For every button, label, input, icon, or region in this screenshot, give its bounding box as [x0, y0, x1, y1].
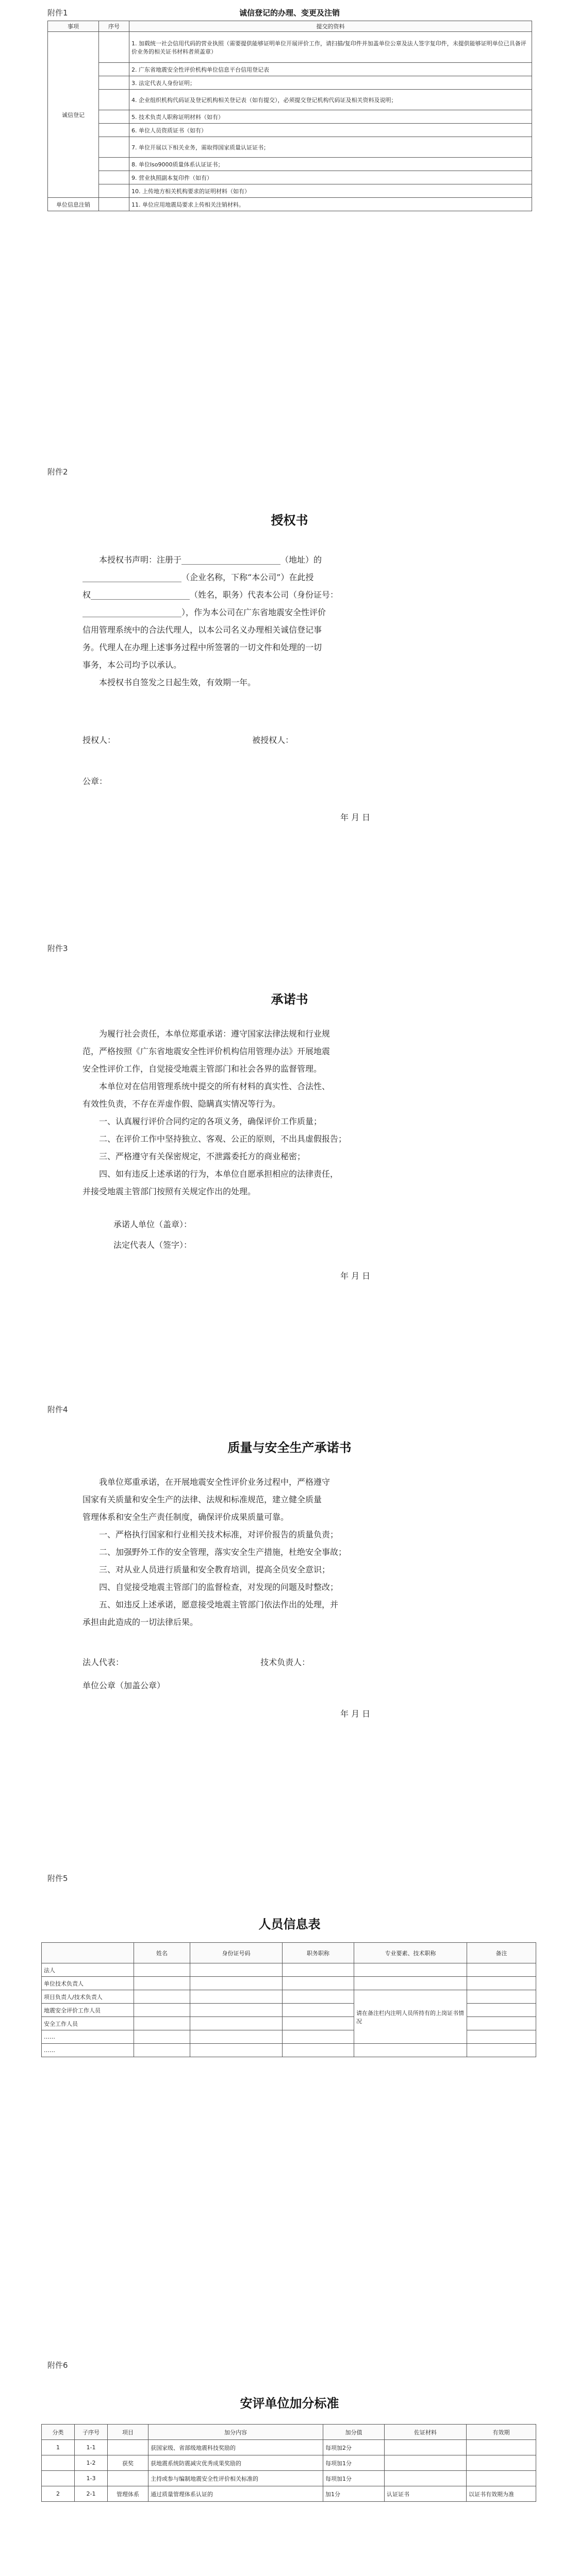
- col-header: 佐证材料: [385, 2425, 467, 2440]
- attachment-5-label: 附件5: [47, 1874, 68, 1883]
- table-cell: 2. 广东省地震安全性评价机构单位信息平台信用登记表: [129, 63, 532, 76]
- attachment-4-title: 质量与安全生产承诺书: [227, 1440, 352, 1455]
- col-header: 身份证号码: [190, 1943, 283, 1963]
- remark-cell: 请在备注栏内注明人员所持有的上岗证书情况: [354, 1990, 467, 2044]
- table-cell: 1. 加载统一社会信用代码的营业执照（需要提供能够证明单位开展评价工作，请扫描/复印件并加盖单位公章及法人签字复印件，未提供能够证明单位已具备评价业务的相关证书材料者须盖章）: [129, 32, 532, 63]
- table-cell: 5. 技术负责人职称证明材料（如有）: [129, 110, 532, 124]
- col-header: 姓名: [134, 1943, 190, 1963]
- table-cell: 11. 单位应用地震局要求上传相关注销材料。: [129, 198, 532, 211]
- commitment-body: 为履行社会责任，本单位郑重承诺：遵守国家法律法规和行业规 范，严格按照《广东省地震安全性评价机构信用管理办法》开展地震 安全性评价工作，自觉接受地震主管部门和社会各界的监督管理。 本单位对在信用管理系统中提交的所有材料的真实性、合法性、 有效性负责，不存在弄虚作假、隐瞒真实情况等行为。 一、认真履行评价合同约定的各项义务，确保评价工作质量； 二、在评价工作中坚持独立、客观、公正的原则，不出具虚假报告； 三、严格遵守有关保密规定，不泄露委托方的商业秘密； 四、如有违反上述承诺的行为，本单位自愿承担相应的法律责任， 并接受地震主管部门按照有关规定作出的处理。: [82, 1029, 347, 1196]
- signature-label: 技术负责人：: [260, 1657, 310, 1667]
- col-header: 分类: [42, 2425, 75, 2440]
- table-cell: 诚信登记: [48, 32, 99, 198]
- signature-label: 授权人：: [82, 735, 116, 745]
- col-header: 备注: [467, 1943, 536, 1963]
- attachment-2-label: 附件2: [47, 467, 68, 477]
- col-header: 子序号: [75, 2425, 108, 2440]
- row-label: 安全工作人员: [42, 2017, 134, 2030]
- col-header: 事项: [48, 21, 99, 32]
- col-header: 专业要素、技术职称: [354, 1943, 467, 1963]
- table-cell: 8. 单位lso9000质量体系认证证书；: [129, 158, 532, 171]
- col-header: 加分值: [323, 2425, 385, 2440]
- table-row: 2 2-1 管理体系 通过质量管理体系认证的 加1分 认证证书 以证书有效期为准: [42, 2486, 536, 2502]
- row-label: 地震安全评价工作人员: [42, 2004, 134, 2017]
- table-cell: 9. 营业执照副本复印件（如有）: [129, 171, 532, 184]
- signature-label: 承诺人单位（盖章）：: [113, 1219, 192, 1229]
- attachment-5-title: 人员信息表: [258, 1917, 321, 1931]
- attachment-3-title: 承诺书: [271, 992, 308, 1007]
- table-cell: 6. 单位人员资质证书（如有）: [129, 124, 532, 137]
- col-header: 提交的资料: [129, 21, 532, 32]
- table-cell: 3. 法定代表人身份证明；: [129, 76, 532, 90]
- table-cell: 7. 单位开展以下相关业务，需取得国家质量认证证书；: [129, 137, 532, 158]
- col-header: [42, 1943, 134, 1963]
- col-header: 序号: [99, 21, 129, 32]
- table-row: 1-3 主持或参与编制地震安全性评价相关标准的 每项加1分: [42, 2471, 536, 2486]
- personnel-table: [41, 1942, 536, 2057]
- signature-label: 被授权人：: [252, 735, 294, 745]
- col-header: 有效期: [467, 2425, 536, 2440]
- table-row: 1 1-1 获国家级、省部级地震科技奖励的 每项加2分: [42, 2440, 536, 2455]
- seal-label: 公章：: [82, 776, 108, 786]
- authorization-body: 本授权书声明：注册于________________________（地址）的 ________________________（企业名称，下称“本公司”）在此授 权________________________（姓名，职务）代表本公司（身份证号： ________________________），作为本公司在广东省地震安全性评价 信用管理系统中的合法代理人，以本公司名义办理相关诚信登记事 务。代理人在办理上述事务过程中所签署的一切文件和处理的一切 事务，本公司均予以承认。 本授权书自签发之日起生效，有效期一年。: [82, 555, 339, 687]
- row-label: 项目负责人/技术负责人: [42, 1990, 134, 2004]
- table-cell: 单位信息注销: [48, 198, 99, 211]
- attachment-1-label: 附件1: [47, 8, 68, 18]
- attachment-6-label: 附件6: [47, 2361, 68, 2370]
- signature-label: 法定代表人（签字）：: [113, 1240, 192, 1250]
- row-label: 法人: [42, 1963, 134, 1977]
- attachment-4-label: 附件4: [47, 1405, 68, 1414]
- quality-commitment-body: 我单位郑重承诺，在开展地震安全性评价业务过程中，严格遵守 国家有关质量和安全生产的法律、法规和标准规范，建立健全质量 管理体系和安全生产责任制度，确保评价成果质量可靠。 一、严格执行国家和行业相关技术标准，对评价报告的质量负责； 二、加强野外工作的安全管理，落实安全生产措施，杜绝安全事故； 三、对从业人员进行质量和安全教育培训，提高全员安全意识； 四、自觉接受地震主管部门的监督检查，对发现的问题及时整改； 五、如违反上述承诺，愿意接受地震主管部门依法作出的处理，并 承担由此造成的一切法律后果。: [82, 1477, 347, 1627]
- attachment-1-title: 诚信登记的办理、变更及注销: [239, 8, 340, 18]
- table-cell: 4. 企业组织机构代码证及登记机构相关登记表（如有提交），必须提交登记机构代码证及相关资料及说明；: [129, 90, 532, 110]
- col-header: 加分内容: [148, 2425, 323, 2440]
- row-label: 单位技术负责人: [42, 1977, 134, 1990]
- date-line: 年 月 日: [340, 812, 371, 822]
- bonus-table: [41, 2424, 536, 2502]
- col-header: 项目: [108, 2425, 148, 2440]
- registration-table: [47, 21, 532, 211]
- table-cell: 10. 上传地方相关机构要求的证明材料（如有）: [129, 184, 532, 198]
- date-line: 年 月 日: [340, 1709, 371, 1719]
- signature-label: 法人代表：: [82, 1657, 124, 1667]
- attachment-2-title: 授权书: [271, 513, 308, 528]
- col-header: 职务职称: [283, 1943, 354, 1963]
- date-line: 年 月 日: [340, 1271, 371, 1281]
- seal-label: 单位公章（加盖公章）: [82, 1681, 166, 1690]
- table-row: 1-2 获奖 获地震系统防震减灾优秀成果奖励的 每项加1分: [42, 2455, 536, 2471]
- attachment-6-title: 安评单位加分标准: [240, 2396, 339, 2411]
- attachment-3-label: 附件3: [47, 944, 68, 953]
- row-label: ……: [42, 2044, 134, 2057]
- row-label: ……: [42, 2030, 134, 2044]
